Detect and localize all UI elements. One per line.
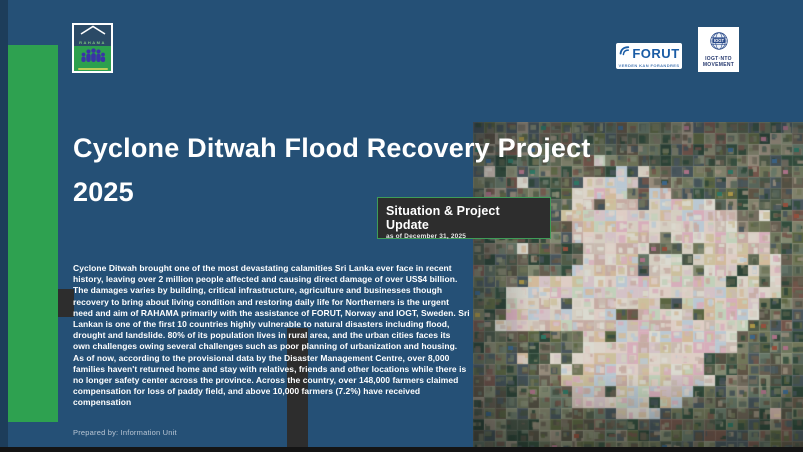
forut-logo-tagline: VERDEN KAN FORANDRES: [618, 63, 680, 68]
page-title-line1: Cyclone Ditwah Flood Recovery Project: [73, 133, 591, 163]
summary-paragraph: Cyclone Ditwah brought one of the most devastating calamities Sri Lanka ever face in recent history, leaving over 2 million people affected and causing direct damage of over US$4 billion. The damages varies by building, critical infrastructure, agriculture and businesses though recovery to bring about living condition and restoring daily life for Northerners is the urgent need and aim of RAHAMA primarily with the assistance of FORUT, Norway and IOGT, Sweden. Sri Lankan is one of the first 10 countries highly vulnerable to natural disasters including flood, drought and landslide. 80% of its population lives in rural area, and the urban cities faces its own challenges owing several challenges such as poor planning of urbanization and housing. As of now, according to the provisional data by the Disaster Management Centre, over 8,000 families haven't returned home and stay with relatives, friends and other locations while there is no longer safety center across the province. Across the country, over 148,000 farmers claimed compensation for loss of paddy field, and above 10,000 farmers (7.2%) have received compensation: [73, 263, 470, 408]
rahama-logo-label: RAHAMA: [79, 40, 106, 45]
family-icon: [79, 47, 107, 67]
globe-icon: [709, 31, 729, 56]
rahama-tagline: [78, 68, 108, 70]
forut-logo: [616, 43, 682, 69]
rahama-logo-bottom: [74, 46, 111, 71]
prepared-by-note: Prepared by: Information Unit: [73, 428, 177, 437]
situation-update-date: as of December 31, 2025: [386, 233, 467, 240]
green-accent-bar: [8, 45, 58, 422]
rahama-logo: [72, 23, 113, 73]
shadow-artifact-left: [58, 289, 74, 317]
iogt-logo-line1: IOGT·NTO: [705, 56, 732, 62]
roof-icon: [80, 22, 106, 40]
forut-logo-label: FORUT: [632, 45, 680, 61]
forut-wing-icon: [618, 44, 630, 62]
left-edge-strip: [0, 0, 8, 452]
situation-update-title: Situation & Project Update: [386, 204, 500, 232]
iogt-globe-label: IOGT: [713, 38, 724, 44]
rahama-logo-top: [74, 25, 111, 46]
iogt-logo: [698, 27, 739, 72]
page-title-line2: 2025: [73, 177, 134, 207]
bottom-black-bar: [0, 447, 803, 452]
situation-update-badge: [377, 197, 551, 239]
iogt-logo-line2: MOVEMENT: [702, 62, 735, 68]
